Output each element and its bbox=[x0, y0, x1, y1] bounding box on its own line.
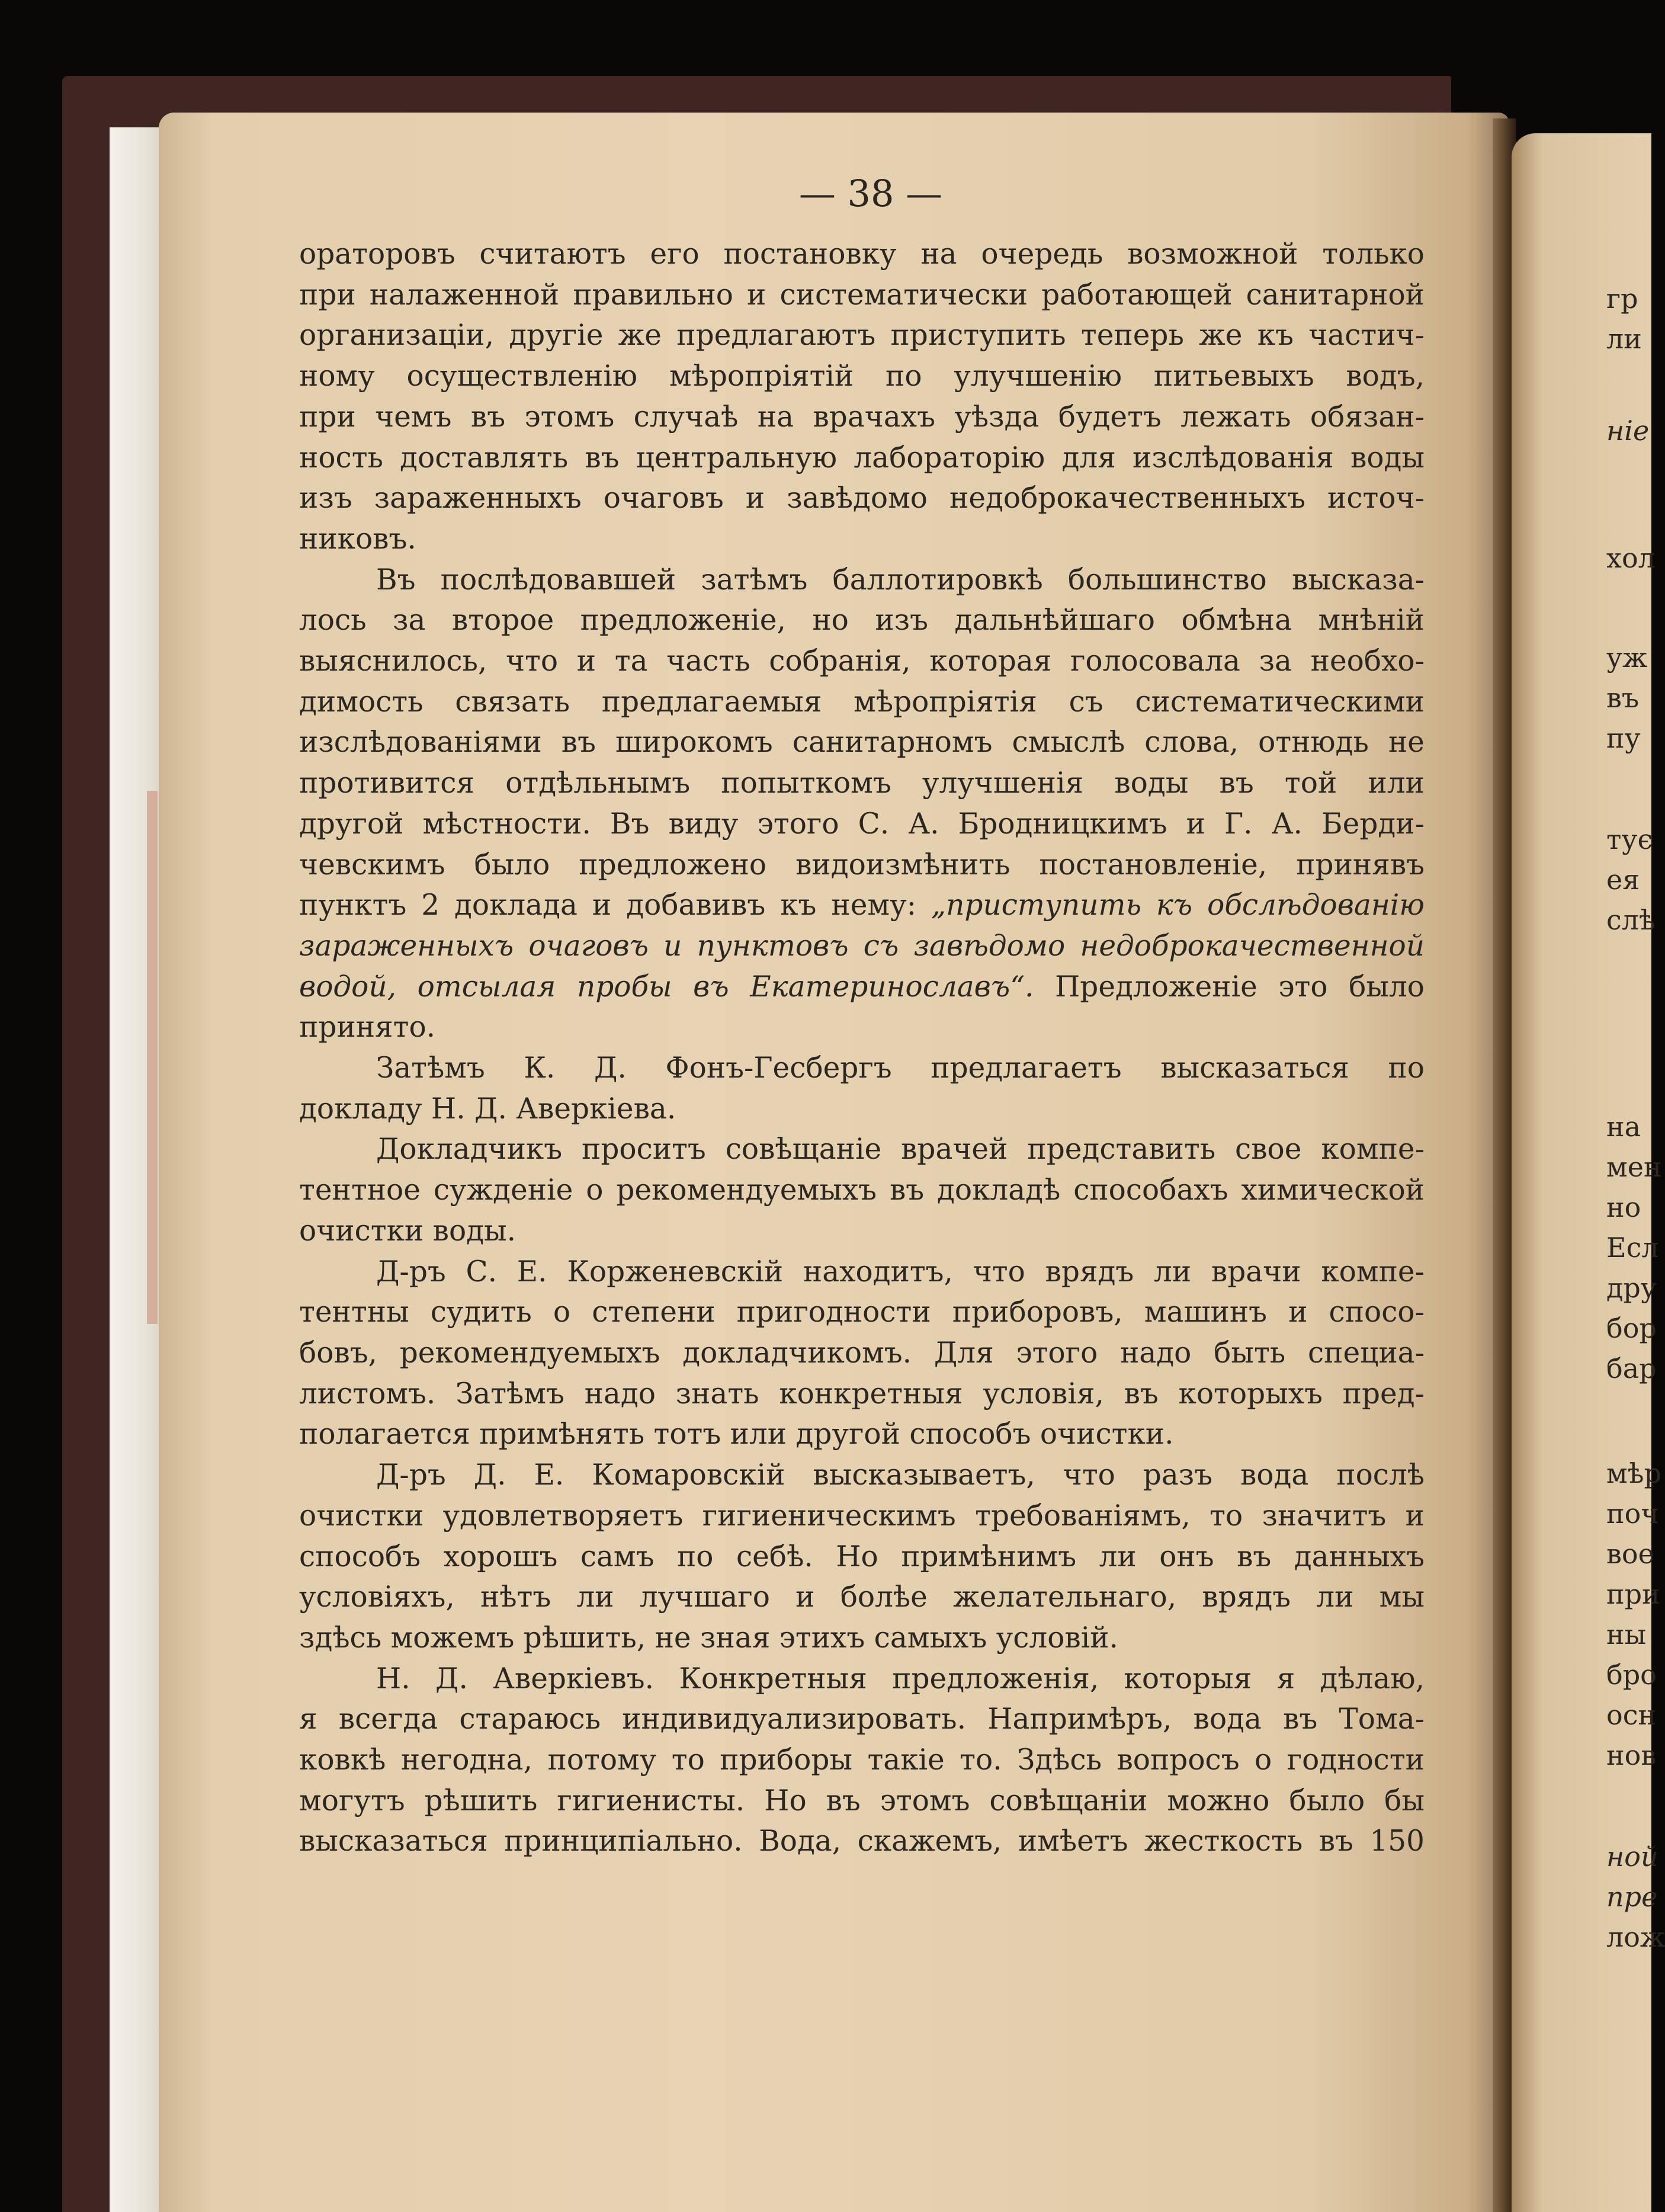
text-line: ораторовъ считаютъ его постановку на очередь возможной только bbox=[299, 238, 1425, 271]
italic-quote: зараженныхъ очаговъ и пунктовъ съ завѣдомо недоброкачественной bbox=[299, 929, 1425, 963]
text-line: бовъ, рекомендуемыхъ докладчикомъ. Для этого надо быть специа- bbox=[299, 1336, 1425, 1370]
right-page-fragment: Есл bbox=[1606, 1232, 1659, 1264]
text-line: при налаженной правильно и систематически работающей санитарной bbox=[299, 278, 1425, 312]
text-line: изъ зараженныхъ очаговъ и завѣдомо недоброкачественныхъ источ- bbox=[299, 482, 1425, 515]
right-page-fragment: въ bbox=[1606, 682, 1640, 714]
right-page bbox=[1512, 133, 1665, 2212]
italic-quote-end: водой, отсылая пробы въ Екатеринославъ“. bbox=[299, 970, 1034, 1004]
page-number: — 38 — bbox=[798, 172, 943, 215]
text-line: я всегда стараюсь индивидуализировать. Напримѣръ, вода въ Тома- bbox=[299, 1703, 1425, 1736]
text-line: тентны судить о степени пригодности приборовъ, машинъ и спосо- bbox=[299, 1296, 1425, 1329]
right-page-fragment: ной bbox=[1606, 1841, 1658, 1873]
text-line: противится отдѣльнымъ попыткомъ улучшенія воды въ той или bbox=[299, 767, 1425, 800]
text-line: тентное сужденіе о рекомендуемыхъ въ докладѣ способахъ химической bbox=[299, 1174, 1425, 1207]
text-line: Д-ръ Д. Е. Комаровскій высказываетъ, что разъ вода послѣ bbox=[376, 1458, 1425, 1492]
right-page-fragment: нов bbox=[1606, 1739, 1657, 1771]
right-page-fragment: поч bbox=[1606, 1498, 1659, 1530]
right-page-fragment: мен bbox=[1606, 1151, 1662, 1183]
text-line: Въ послѣдовавшей затѣмъ баллотировкѣ большинство высказа- bbox=[376, 563, 1425, 597]
text-line: ному осуществленію мѣропріятій по улучшенію питьевыхъ водъ, bbox=[299, 360, 1425, 393]
right-page-fragment: мѣр bbox=[1606, 1457, 1661, 1489]
text-line: чевскимъ было предложено видоизмѣнить постановленіе, принявъ bbox=[299, 848, 1425, 881]
italic-quote-start: „приступить къ обслѣдованію bbox=[931, 889, 1425, 922]
right-page-fragment: пу bbox=[1606, 722, 1641, 754]
right-page-fragment: при bbox=[1606, 1578, 1660, 1610]
right-page-fragment: бар bbox=[1606, 1352, 1657, 1384]
right-page-fragment: но bbox=[1606, 1191, 1641, 1223]
text-segment: пунктъ 2 доклада и добавивъ къ нему: bbox=[299, 889, 917, 922]
right-page-fragment: ны bbox=[1606, 1618, 1647, 1650]
right-page-fragment: тує bbox=[1606, 823, 1653, 855]
right-page-fragment: пре bbox=[1606, 1881, 1658, 1913]
right-page-fragment: осн bbox=[1606, 1699, 1657, 1731]
text-line: могутъ рѣшить гигиенисты. Но въ этомъ совѣщаніи можно было бы bbox=[299, 1784, 1425, 1817]
text-line: полагается примѣнять тотъ или другой способъ очистки. bbox=[299, 1418, 1174, 1451]
text-line: очистки удовлетворяетъ гигиеническимъ требованіямъ, то значитъ и bbox=[299, 1499, 1425, 1533]
text-line: лось за второе предложеніе, но изъ дальнѣйшаго обмѣна мнѣній bbox=[299, 604, 1425, 637]
right-page-fragment: дру bbox=[1606, 1272, 1657, 1304]
bookmark-ribbon bbox=[147, 791, 158, 1324]
text-line-mixed bbox=[299, 885, 1425, 926]
text-line: изслѣдованіями въ широкомъ санитарномъ смыслѣ слова, отнюдь не bbox=[299, 726, 1425, 759]
right-page-fragment: хол bbox=[1606, 542, 1656, 574]
text-line: Н. Д. Аверкіевъ. Конкретныя предложенія, которыя я дѣлаю, bbox=[376, 1662, 1425, 1695]
text-line: докладу Н. Д. Аверкіева. bbox=[299, 1092, 676, 1126]
text-line: при чемъ въ этомъ случаѣ на врачахъ уѣзда будетъ лежать обязан- bbox=[299, 400, 1425, 434]
text-line: другой мѣстности. Въ виду этого С. А. Бродницкимъ и Г. А. Берди- bbox=[299, 807, 1425, 841]
text-line: Затѣмъ К. Д. Фонъ-Гесбергъ предлагаетъ высказаться по bbox=[376, 1051, 1425, 1085]
body-text bbox=[299, 234, 1425, 1862]
right-page-fragment: на bbox=[1606, 1111, 1641, 1143]
text-segment: Предложеніе это было bbox=[1055, 970, 1425, 1004]
text-line: Д-ръ С. Е. Корженевскій находитъ, что врядъ ли врачи компе- bbox=[376, 1255, 1425, 1288]
text-line: никовъ. bbox=[299, 522, 416, 556]
right-page-fragment: ли bbox=[1606, 323, 1642, 355]
text-line-italic bbox=[299, 926, 1425, 967]
text-line: листомъ. Затѣмъ надо знать конкретныя условія, въ которыхъ пред- bbox=[299, 1377, 1425, 1410]
text-line: высказаться принципіально. Вода, скажемъ, имѣетъ жесткость въ 150 bbox=[299, 1825, 1425, 1858]
right-page-fragment: гр bbox=[1606, 283, 1638, 315]
right-page-fragment: ея bbox=[1606, 864, 1640, 896]
right-page-fragment: бор bbox=[1606, 1312, 1657, 1344]
right-page-fragment: лож bbox=[1606, 1921, 1665, 1953]
text-line: очистки воды. bbox=[299, 1214, 516, 1248]
text-line: условіяхъ, нѣтъ ли лучшаго и болѣе желательнаго, врядъ ли мы bbox=[299, 1581, 1425, 1614]
text-line: организаціи, другіе же предлагаютъ приступить теперь же къ частич- bbox=[299, 319, 1425, 352]
text-line: Докладчикъ проситъ совѣщаніе врачей представить свое компе- bbox=[376, 1133, 1425, 1166]
text-line: способъ хорошъ самъ по себѣ. Но примѣнимъ ли онъ въ данныхъ bbox=[299, 1540, 1425, 1573]
text-line: ковкѣ негодна, потому то приборы такіе то. Здѣсь вопросъ о годности bbox=[299, 1743, 1425, 1777]
right-page-fragment: ніе bbox=[1606, 415, 1650, 447]
right-page-fragment: бро bbox=[1606, 1659, 1657, 1691]
right-page-fragment: слѣ bbox=[1606, 904, 1656, 936]
right-page-fragment: уж bbox=[1606, 642, 1648, 674]
text-line-mixed bbox=[299, 967, 1425, 1008]
text-line: димость связать предлагаемыя мѣропріятія съ систематическими bbox=[299, 685, 1425, 719]
text-line: ность доставлять въ центральную лабораторію для изслѣдованія воды bbox=[299, 441, 1425, 475]
text-line: здѣсь можемъ рѣшить, не зная этихъ самыхъ условій. bbox=[299, 1621, 1118, 1655]
text-line: принято. bbox=[299, 1011, 436, 1044]
text-line: выяснилось, что и та часть собранія, которая голосовала за необхо- bbox=[299, 645, 1425, 678]
right-page-fragment: вое bbox=[1606, 1538, 1654, 1570]
